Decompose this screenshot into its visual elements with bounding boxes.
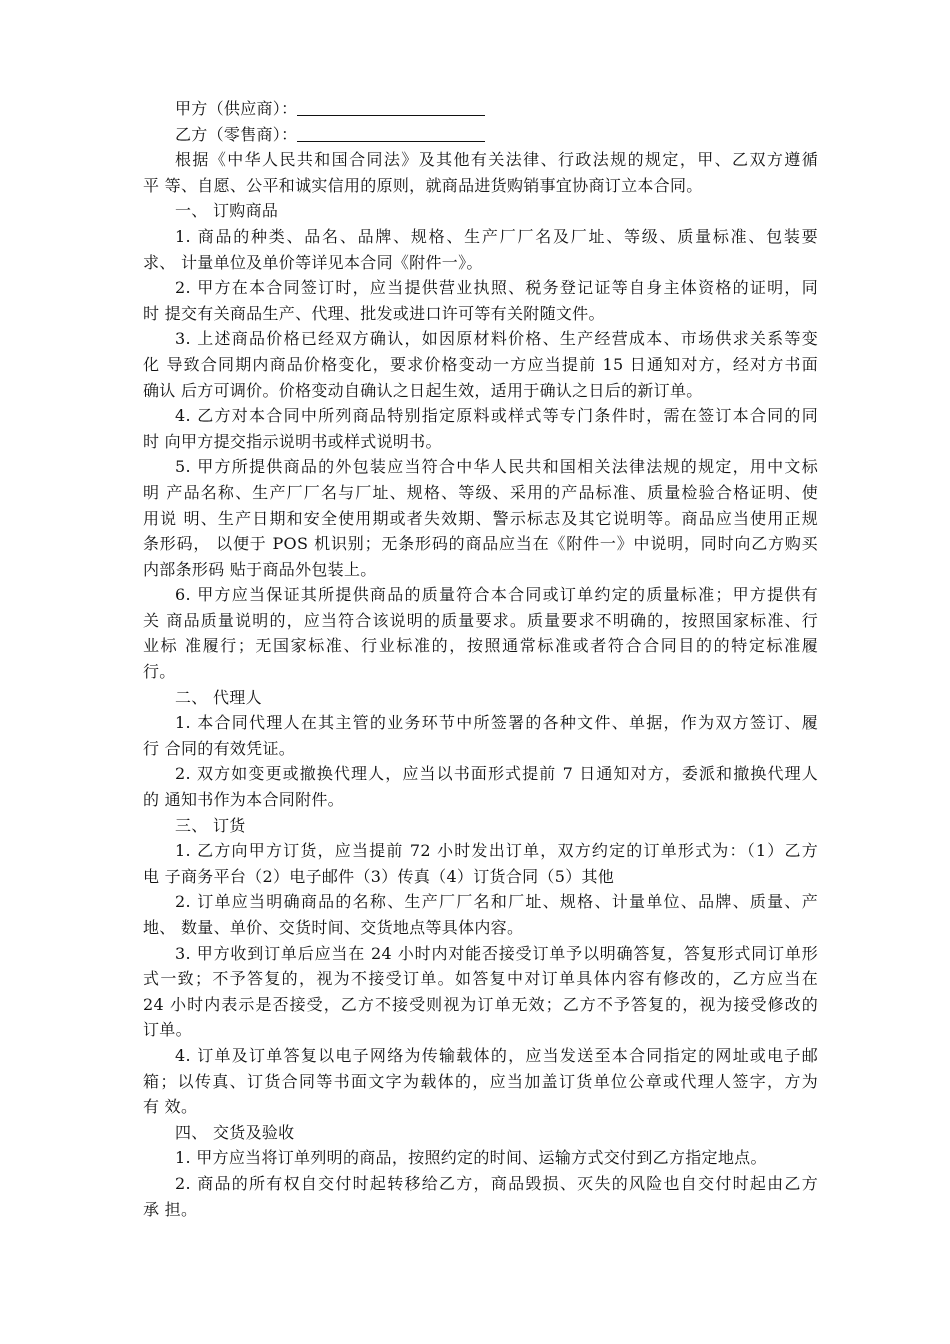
text-line: 的 通知书作为本合同附件。: [143, 790, 344, 810]
text-line: 用说 明、生产日期和安全使用期或者失效期、警示标志及其它说明等。商品应当使用正规: [143, 508, 818, 528]
party-b-blank: [297, 125, 485, 142]
text-line: 2. 甲方在本合同签订时，应当提供营业执照、税务登记证等自身主体资格的证明，同: [175, 278, 818, 298]
text-line: 根据《中华人民共和国合同法》及其他有关法律、行政法规的规定，甲、乙双方遵循: [175, 150, 818, 170]
text-line: 3. 上述商品价格已经双方确认，如因原材料价格、生产经营成本、市场供求关系等变: [175, 329, 818, 349]
party-a-line: [143, 96, 818, 122]
party-a-blank: [297, 99, 485, 116]
contract-text: [143, 147, 818, 1222]
party-b-label: 乙方（零售商）：: [175, 124, 298, 144]
text-line: 箱；以传真、订货合同等书面文字为载体的，应当加盖订货单位公章或代理人签字，方为: [143, 1071, 818, 1091]
text-line: 1. 甲方应当将订单列明的商品，按照约定的时间、运输方式交付到乙方指定地点。: [175, 1148, 767, 1168]
text-line: 明 产品名称、生产厂厂名与厂址、规格、等级、采用的产品标准、质量检验合格证明、使: [143, 482, 818, 502]
text-line: 条形码， 以便于 POS 机识别；无条形码的商品应当在《附件一》中说明，同时向乙方购买: [143, 534, 818, 554]
text-line: 4. 订单及订单答复以电子网络为传输载体的，应当发送至本合同指定的网址或电子邮: [175, 1045, 818, 1065]
text-line: 内部条形码 贴于商品外包装上。: [143, 559, 377, 579]
text-line: 二、 代理人: [175, 687, 262, 707]
text-line: 1. 乙方向甲方订货，应当提前 72 小时发出订单，双方约定的订单形式为：（1）乙方: [175, 841, 818, 861]
text-line: 有 效。: [143, 1097, 198, 1117]
party-b-line: [143, 122, 818, 148]
text-line: 时 向甲方提交指示说明书或样式说明书。: [143, 431, 442, 451]
text-line: 电 子商务平台（2）电子邮件（3）传真（4）订货合同（5）其他: [143, 866, 615, 886]
text-line: 2. 双方如变更或撤换代理人，应当以书面形式提前 7 日通知对方，委派和撤换代理人: [175, 764, 818, 784]
text-line: 时 提交有关商品生产、代理、批发或进口许可等有关附随文件。: [143, 303, 605, 323]
text-line: 2. 订单应当明确商品的名称、生产厂厂名和厂址、规格、计量单位、品牌、质量、产: [175, 892, 818, 912]
text-line: 承 担。: [143, 1199, 198, 1219]
text-line: 式一致；不予答复的，视为不接受订单。如答复中对订单具体内容有修改的，乙方应当在: [143, 969, 818, 989]
party-a-label: 甲方（供应商）：: [175, 99, 298, 118]
text-line: 求、 计量单位及单价等详见本合同《附件一》。: [143, 252, 483, 272]
text-line: 行。: [143, 662, 176, 682]
text-line: 4. 乙方对本合同中所列商品特别指定原料或样式等专门条件时，需在签订本合同的同: [175, 406, 818, 426]
text-line: 三、 订货: [175, 815, 246, 835]
text-line: 2. 商品的所有权自交付时起转移给乙方，商品毁损、灭失的风险也自交付时起由乙方: [175, 1173, 818, 1193]
text-line: 一、 订购商品: [175, 201, 279, 221]
text-line: 1. 本合同代理人在其主管的业务环节中所签署的各种文件、单据，作为双方签订、履: [175, 713, 818, 733]
text-line: 6. 甲方应当保证其所提供商品的质量符合本合同或订单约定的质量标准；甲方提供有: [175, 585, 818, 605]
text-line: 确认 后方可调价。价格变动自确认之日起生效，适用于确认之日后的新订单。: [143, 380, 703, 400]
text-line: 1. 商品的种类、品名、品牌、规格、生产厂厂名及厂址、等级、质量标准、包装要: [175, 226, 818, 246]
text-line: 关 商品质量说明的，应当符合该说明的质量要求。质量要求不明确的，按照国家标准、行: [143, 610, 818, 630]
text-line: 四、 交货及验收: [175, 1122, 295, 1142]
text-line: 24 小时内表示是否接受，乙方不接受则视为订单无效；乙方不予答复的，视为接受修改的: [143, 994, 818, 1014]
contract-body: [143, 96, 818, 1222]
text-line: 订单。: [143, 1020, 192, 1040]
text-line: 5. 甲方所提供商品的外包装应当符合中华人民共和国相关法律法规的规定，用中文标: [175, 457, 818, 477]
text-line: 3. 甲方收到订单后应当在 24 小时内对能否接受订单予以明确答复，答复形式同订单形: [175, 943, 818, 963]
text-line: 行 合同的有效凭证。: [143, 738, 296, 758]
text-line: 地、 数量、单价、交货时间、交货地点等具体内容。: [143, 918, 524, 937]
text-line: 平 等、自愿、公平和诚实信用的原则，就商品进货购销事宜协商订立本合同。: [143, 175, 703, 195]
text-line: 化 导致合同期内商品价格变化，要求价格变动一方应当提前 15 日通知对方，经对方书面: [143, 354, 818, 374]
text-line: 业标 准履行；无国家标准、行业标准的，按照通常标准或者符合合同目的的特定标准履: [143, 636, 818, 656]
